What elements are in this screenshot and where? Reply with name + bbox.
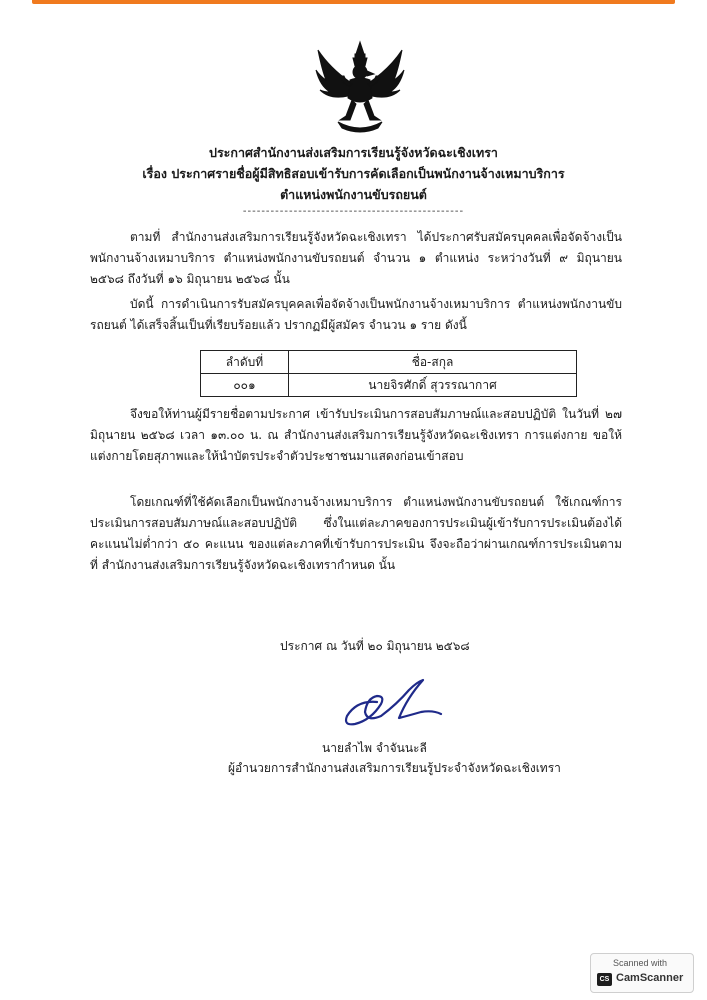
cell-number: ๐๐๑ (201, 374, 289, 397)
paragraph-application (90, 227, 622, 290)
handwritten-signature (337, 672, 447, 734)
camscanner-logo-icon: CS (597, 973, 612, 986)
paragraph-result (90, 294, 622, 336)
scanned-with-label: Scanned with (613, 958, 668, 968)
table-header-row (201, 351, 577, 374)
garuda-emblem (312, 40, 408, 134)
paragraph-application-text: ตามที่ สำนักงานส่งเสริมการเรียนรู้จังหวัดฉะเชิงเทรา ได้ประกาศรับสมัครบุคคลเพื่อจัดจ้างเป็นพนักงานจ้างเหมาบริการ ตำแหน่งพนักงานขับรถยนต์ จำนวน ๑ ตำแหน่ง ระหว่างวันที่ ๙ มิถุนายน ๒๕๖๘ ถึงวันที่ ๑๖ มิถุนายน ๒๕๖๘ นั้น (90, 230, 622, 286)
camscanner-brand: CamScanner (616, 972, 684, 984)
paragraph-result-text: บัดนี้ การดำเนินการรับสมัครบุคคลเพื่อจัดจ้างเป็นพนักงานจ้างเหมาบริการ ตำแหน่งพนักงานขับรถยนต์ ได้เสร็จสิ้นเป็นที่เรียบร้อยแล้ว ปรากฏมีผู้สมัคร จำนวน ๑ ราย ดังนี้ (90, 297, 622, 332)
announcement-title: ประกาศสำนักงานส่งเสริมการเรียนรู้จังหวัดฉะเชิงเทรา (209, 145, 498, 160)
table-row (201, 374, 577, 397)
column-header-number: ลำดับที่ (201, 351, 289, 374)
announcement-date: ประกาศ ณ วันที่ ๒๐ มิถุนายน ๒๕๖๘ (280, 639, 470, 653)
signer-title: ผู้อำนวยการสำนักงานส่งเสริมการเรียนรู้ประจำจังหวัดฉะเชิงเทรา (228, 761, 561, 775)
announcement-subject: เรื่อง ประกาศรายชื่อผู้มีสิทธิสอบเข้ารับการคัดเลือกเป็นพนักงานจ้างเหมาบริการ (142, 166, 565, 181)
paragraph-exam (90, 404, 622, 467)
cell-name: นายจิรศักดิ์ สุวรรณากาศ (289, 374, 577, 397)
candidate-table (200, 350, 577, 397)
column-header-name: ชื่อ-สกุล (289, 351, 577, 374)
paragraph-exam-text: จึงขอให้ท่านผู้มีรายชื่อตามประกาศ เข้ารับประเมินการสอบสัมภาษณ์และสอบปฏิบัติ ในวันที่ ๒๗ มิถุนายน ๒๕๖๘ เวลา ๑๓.๐๐ น. ณ สำนักงานส่งเสริมการเรียนรู้จังหวัดฉะเชิงเทรา การแต่งกาย ขอให้แต่งกายโดยสุภาพและให้นำบัตรประจำตัวประชาชนมาแสดงก่อนเข้าสอบ (90, 407, 622, 463)
top-accent-bar (32, 0, 675, 4)
position-title: ตำแหน่งพนักงานขับรถยนต์ (280, 187, 427, 202)
signer-name: นายลำไพ จำจันนะลี (322, 741, 427, 755)
paragraph-criteria (90, 492, 622, 576)
divider-line: ------------------------------------------------ (242, 206, 465, 217)
paragraph-criteria-text: โดยเกณฑ์ที่ใช้คัดเลือกเป็นพนักงานจ้างเหมาบริการ ตำแหน่งพนักงานขับรถยนต์ ใช้เกณฑ์การประเมินการสอบสัมภาษณ์และสอบปฏิบัติ ซึ่งในแต่ละภาคของการประเมินผู้เข้ารับการประเมินต้องได้คะแนนไม่ต่ำกว่า ๕๐ คะแนน ของแต่ละภาคที่เข้ารับการประเมิน จึงจะถือว่าผ่านเกณฑ์การประเมินตามที่ สำนักงานส่งเสริมการเรียนรู้จังหวัดฉะเชิงเทรากำหนด นั้น (90, 495, 622, 572)
camscanner-watermark (590, 953, 694, 993)
